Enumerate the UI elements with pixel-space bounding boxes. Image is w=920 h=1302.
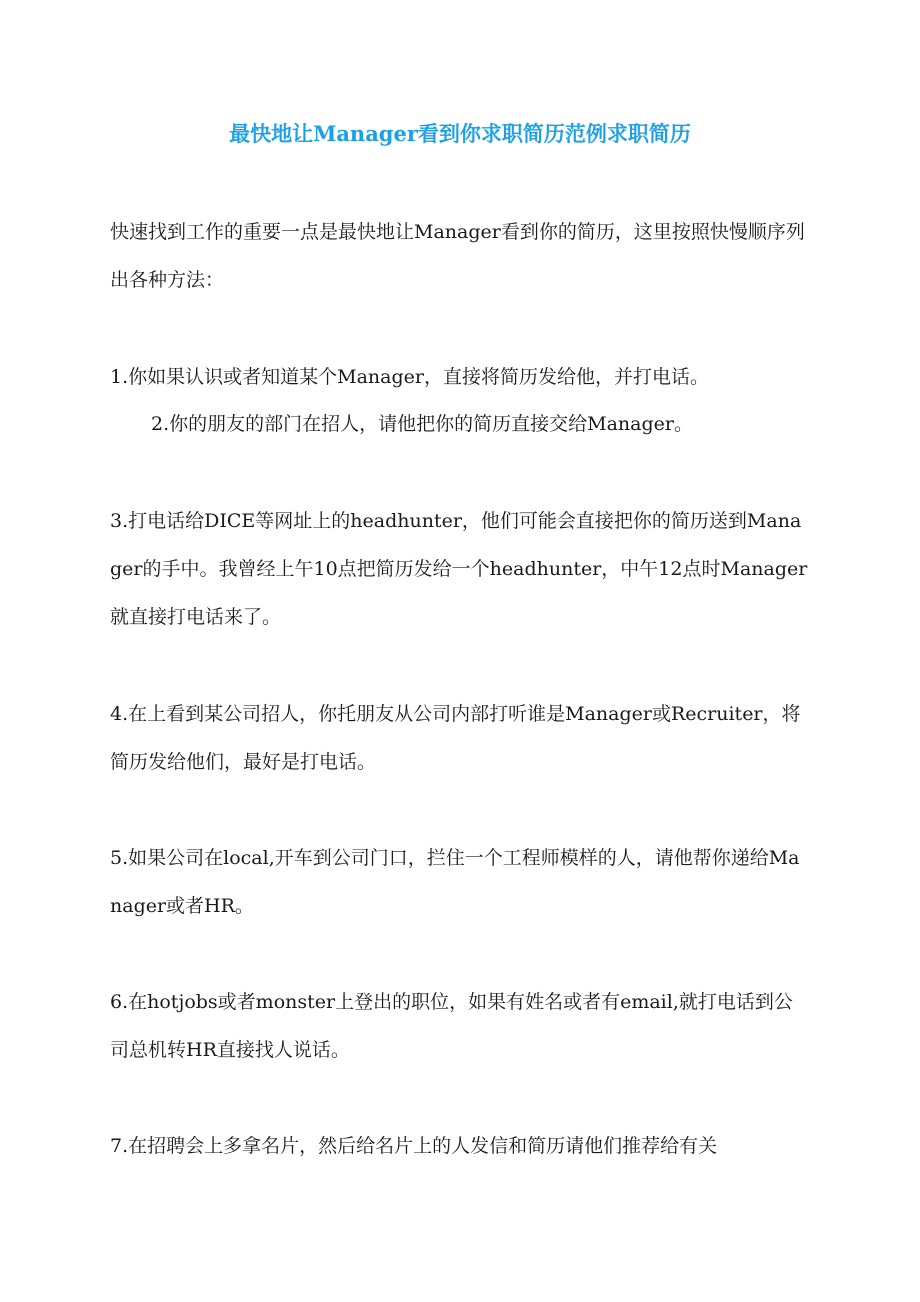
document-title: 最快地让Manager看到你求职简历范例求职简历 <box>229 121 691 146</box>
method-item-3: 3.打电话给DICE等网址上的headhunter，他们可能会直接把你的简历送到Manager的手中。我曾经上午10点把简历发给一个headhunter，中午12点时Manager就直接打电话来了。 <box>110 510 808 628</box>
method-item-1: 1.你如果认识或者知道某个Manager，直接将简历发给他，并打电话。 <box>110 366 709 388</box>
method-item-4: 4.在上看到某公司招人，你托朋友从公司内部打听谁是Manager或Recruiter，将简历发给他们，最好是打电话。 <box>110 703 801 773</box>
method-item-5: 5.如果公司在local,开车到公司门口，拦住一个工程师模样的人，请他帮你递给Manager或者HR。 <box>110 847 800 917</box>
method-item-2: 2.你的朋友的部门在招人，请他把你的简历直接交给Manager。 <box>151 413 693 435</box>
intro-paragraph: 快速找到工作的重要一点是最快地让Manager看到你的简历，这里按照快慢顺序列出各种方法： <box>110 221 805 291</box>
method-item-7: 7.在招聘会上多拿名片，然后给名片上的人发信和简历请他们推荐给有关 <box>110 1135 718 1157</box>
method-item-6: 6.在hotjobs或者monster上登出的职位，如果有姓名或者有email,就打电话到公司总机转HR直接找人说话。 <box>110 991 793 1061</box>
